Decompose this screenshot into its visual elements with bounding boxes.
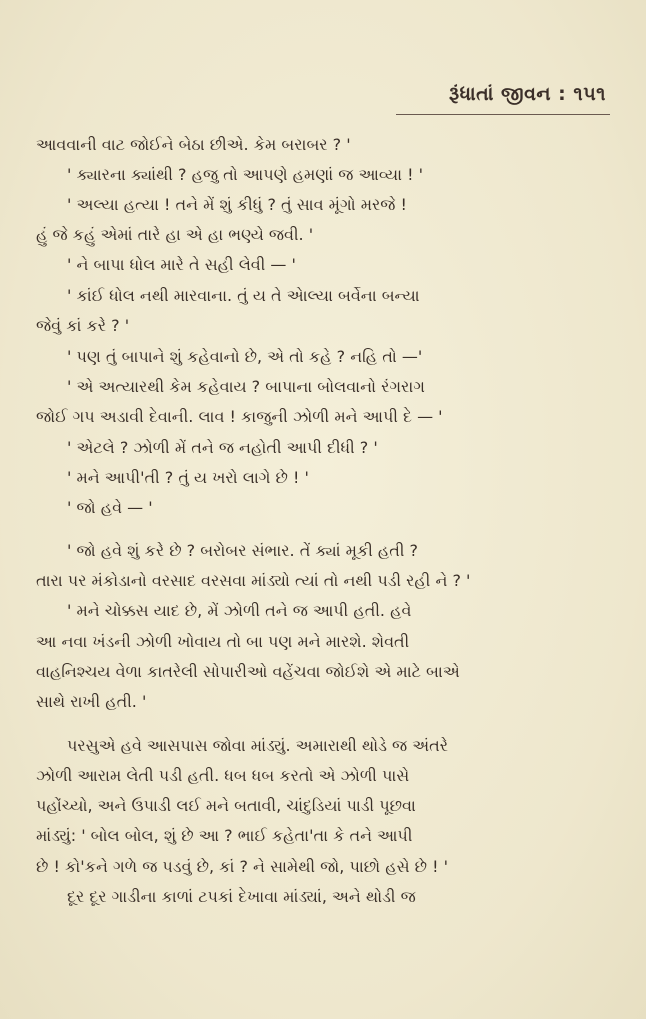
text-line: ' મને આપી'તી ? તું ય ખરો લાગે છે ! ' bbox=[67, 468, 309, 487]
text-line: આવવાની વાટ જોઈને બેઠા છીએ. કેમ બરાબર ? ' bbox=[36, 135, 351, 154]
text-line: ' અલ્યા હત્યા ! તને મેં શું કીધું ? તું સાવ મૂંગો મરજે ! bbox=[67, 195, 407, 214]
text-line: આ નવા ખંડની ઝોળી ખોવાય તો બા પણ મને મારશે. શેવતી bbox=[36, 632, 410, 651]
text-line: ' જો હવે શું કરે છે ? બરોબર સંભાર. તેં ક્યાં મૂકી હતી ? bbox=[67, 541, 419, 560]
text-line: ' મને ચોક્કસ યાદ છે, મેં ઝોળી તને જ આપી હતી. હવે bbox=[67, 601, 412, 620]
header-rule bbox=[396, 114, 610, 115]
text-line: પરસુએ હવે આસપાસ જોવા માંડ્યું. અમારાથી થોડે જ અંતરે bbox=[67, 736, 449, 755]
text-line: ' ક્યારના ક્યાંથી ? હજુ તો આપણે હમણાં જ આવ્યા ! ' bbox=[67, 165, 423, 184]
text-line: જોઈ ગપ અડાવી દેવાની. લાવ ! કાજુની ઝોળી મને આપી દે — ' bbox=[36, 407, 443, 426]
text-line: ' કાંઈ ધોલ નથી મારવાના. તું ય તે એાલ્યા બર્વેના બન્યા bbox=[67, 286, 420, 305]
text-line: જેવું કાં કરે ? ' bbox=[36, 316, 130, 335]
text-line: ઝોળી આરામ લેતી પડી હતી. ધબ ધબ કરતો એ ઝોળી પાસે bbox=[36, 766, 410, 785]
text-line: તારા પર મંકોડાનો વરસાદ વરસવા માંડ્યો ત્યાં તો નથી પડી રહી ને ? ' bbox=[36, 571, 471, 590]
text-line: હું જે કહું એમાં તારે હા એ હા ભણ્યે જવી. ' bbox=[36, 225, 314, 244]
text-line: ' જો હવે — ' bbox=[67, 498, 153, 517]
text-line: સાથે રાખી હતી. ' bbox=[36, 692, 147, 711]
text-line: ' એટલે ? ઝોળી મેં તને જ નહોતી આપી દીધી ? ' bbox=[67, 438, 378, 457]
text-line: માંડ્યું: ' બોલ બોલ, શું છે આ ? ભાઈ કહેતા'તા કે તને આપી bbox=[36, 826, 413, 845]
text-line: ' પણ તું બાપાને શું કહેવાનો છે, એ તો કહે ? નહિ તો —' bbox=[67, 347, 423, 366]
text-line: ' એ અત્યારથી કેમ કહેવાય ? બાપાના બોલવાનો રંગરાગ bbox=[67, 377, 425, 396]
running-head: રૂંધાતાં જીવન : ૧૫૧ bbox=[449, 83, 606, 105]
text-line: દૂર દૂર ગાડીના કાળાં ટપકાં દેખાવા માંડ્યાં, અને થોડી જ bbox=[67, 887, 416, 906]
text-line: ' ને બાપા ધોલ મારે તે સહી લેવી — ' bbox=[67, 255, 296, 274]
text-line: છે ! કો'કને ગળે જ પડવું છે, કાં ? ને સામેથી જો, પાછો હસે છે ! ' bbox=[36, 857, 449, 876]
text-line: પહોંચ્યો, અને ઉપાડી લઈ મને બતાવી, ચાંદુડિયાં પાડી પૂછવા bbox=[36, 796, 416, 815]
text-line: વાહનિશ્ચય વેળા કાતરેલી સોપારીઓ વહેંચવા જોઈશે એ માટે બાએ bbox=[36, 662, 460, 681]
